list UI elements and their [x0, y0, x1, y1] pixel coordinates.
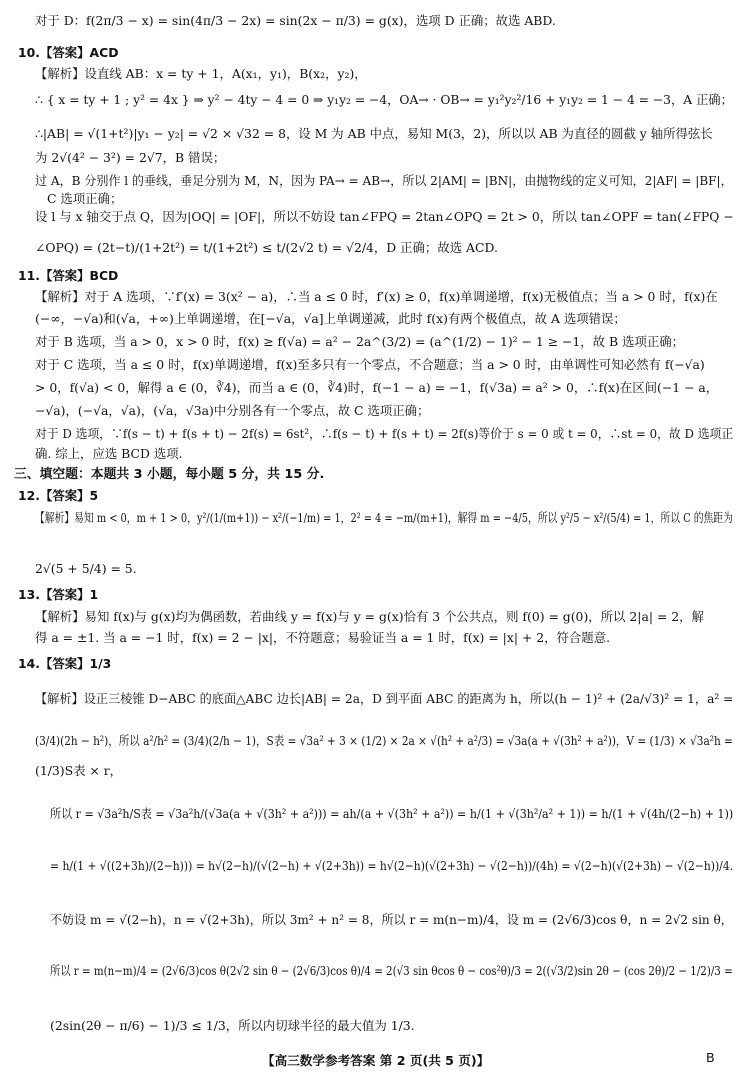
footer-page-info: 【高三数学参考答案 第 2 页(共 5 页)】	[262, 1053, 490, 1068]
section-heading: 三、填空题：本题共 3 小题，每小题 5 分，共 15 分.	[14, 467, 325, 482]
text-line: 不妨设 m = √(2−h)，n = √(2+3h)，所以 3m² + n² = 8，所以 r = m(n−m)/4，设 m = (2√6/3)cos θ，n = 2√2 sin θ，	[50, 912, 733, 927]
text-line: 【解析】对于 A 选项，∵f′(x) = 3(x² − a)，∴当 a ≤ 0 时，f′(x) ≥ 0，f(x)单调递增，f(x)无极值点；当 a > 0 时，f(x)在	[35, 289, 718, 304]
text-line: 对于 D 选项，∵f(s − t) + f(s + t) − 2f(s) = 6st²，∴f(s − t) + f(s + t) = 2f(s)等价于 s = 0 或 t = 0，∴st = 0，故 D 选项正	[35, 426, 734, 441]
text-line: C 选项正确；	[47, 191, 123, 206]
text-line: (2sin(2θ − π/6) − 1)/3 ≤ 1/3，所以内切球半径的最大值为 1/3.	[50, 1018, 415, 1033]
text-line: 2√(5 + 5/4) = 5.	[35, 561, 137, 576]
answer-heading-line: 10.【答案】ACD	[18, 45, 119, 60]
text-line: (3/4)(2h − h²)，所以 a²/h² = (3/4)(2/h − 1)，S表 = √3a² + 3 × (1/2) × 2a × √(h² + a²/3) = √3a(a + √(3h² + a²))，V = (1/3) × √3a²h =	[35, 733, 733, 748]
text-line: 对于 D：f(2π/3 − x) = sin(4π/3 − 2x) = sin(2x − π/3) = g(x)，选项 D 正确；故选 ABD.	[35, 13, 556, 28]
text-line: ∴|AB| = √(1+t²)|y₁ − y₂| = √2 × √32 = 8，设 M 为 AB 中点，易知 M(3，2)，所以以 AB 为直径的圆截 y 轴所得弦长	[35, 126, 713, 141]
text-line: 【解析】设正三棱锥 D−ABC 的底面△ABC 边长|AB| = 2a，D 到平面 ABC 的距离为 h，所以(h − 1)² + (2a/√3)² = 1，a² =	[35, 691, 734, 706]
text-line: 设 l 与 x 轴交于点 Q，因为|OQ| = |OF|，所以不妨设 tan∠FPQ = 2tan∠OPQ = 2t > 0，所以 tan∠OPF = tan(∠FPQ −	[35, 209, 734, 224]
text-line: 【解析】易知 m < 0，m + 1 > 0，y²/(1/(m+1)) − x²/(−1/m) = 1，2² = 4 = −m/(m+1)，解得 m = −4/5，所以 y²/5 − x²/(5/4) = 1，所以 C 的焦距为	[35, 510, 733, 525]
text-line: ∴ { x = ty + 1 ; y² = 4x } ⇒ y² − 4ty − 4 = 0 ⇒ y₁y₂ = −4，OA→ · OB→ = y₁²y₂²/16 + y₁y₂ = 1 − 4 = −3，A 正确；	[35, 92, 733, 107]
text-line: > 0，f(√a) < 0，解得 a ∈ (0，∛4)，而当 a ∈ (0，∛4)时，f(−1 − a) = −1，f(√3a) = a² > 0，∴f(x)在区间(−1 − a，	[35, 380, 719, 395]
answer-heading-line: 12.【答案】5	[18, 488, 99, 503]
text-line: ∠OPQ) = (2t−t)/(1+2t²) = t/(1+2t²) ≤ t/(2√2 t) = √2/4，D 正确；故选 ACD.	[35, 240, 498, 255]
text-line: 【解析】易知 f(x)与 g(x)均为偶函数，若曲线 y = f(x)与 y = g(x)恰有 3 个公共点，则 f(0) = g(0)，所以 2|a| = 2，解	[35, 609, 704, 624]
text-line: −√a)，(−√a，√a)，(√a，√3a)中分别各有一个零点，故 C 选项正确；	[35, 403, 430, 418]
text-line: (−∞，−√a)和(√a，+∞)上单调递增，在[−√a，√a]上单调递减，此时 f(x)有两个极值点，故 A 选项错误；	[35, 311, 626, 326]
answer-heading-line: 14.【答案】1/3	[18, 656, 112, 671]
text-line: 所以 r = m(n−m)/4 = (2√6/3)cos θ(2√2 sin θ − (2√6/3)cos θ)/4 = 2(√3 sin θcos θ − cos²θ)/3 = 2((√3/2)sin 2θ − (cos 2θ)/2 − 1/2)/3 =	[50, 963, 733, 978]
text-line: 过 A，B 分别作 l 的垂线，垂足分别为 M，N，因为 PA→ = AB→，所以 2|AM| = |BN|，由抛物线的定义可知，2|AF| = |BF|，	[35, 173, 733, 188]
text-line: 为 2√(4² − 3²) = 2√7，B 错误；	[35, 150, 226, 165]
text-line: (1/3)S表 × r，	[35, 763, 123, 778]
answer-heading-line: 11.【答案】BCD	[18, 268, 119, 283]
answer-heading-line: 13.【答案】1	[18, 587, 99, 602]
text-line: 确. 综上，应选 BCD 选项.	[35, 446, 183, 461]
text-line: 所以 r = √3a²h/S表 = √3a²h/(√3a(a + √(3h² + a²))) = ah/(a + √(3h² + a²)) = h/(1 + √(3h²/a² + 1)) = h/(1 + √(4h/(2−h) + 1))	[50, 806, 734, 821]
text-line: = h/(1 + √((2+3h)/(2−h))) = h√(2−h)/(√(2−h) + √(2+3h)) = h√(2−h)(√(2+3h) − √(2−h))/(4h) = √(2−h)(√(2+3h) − √(2−h))/4.	[50, 858, 734, 873]
text-line: 对于 B 选项，当 a > 0，x > 0 时，f(x) ≥ f(√a) = a² − 2a^(3/2) = (a^(1/2) − 1)² − 1 ≥ −1，故 B 选项正确；	[35, 334, 685, 349]
text-line: 对于 C 选项，当 a ≤ 0 时，f(x)单调递增，f(x)至多只有一个零点，不合题意；当 a > 0 时，由单调性可知必然有 f(−√a)	[35, 357, 705, 372]
footer-version: B	[706, 1050, 715, 1065]
text-line: 得 a = ±1. 当 a = −1 时，f(x) = 2 − |x|，不符题意；易验证当 a = 1 时，f(x) = |x| + 2，符合题意.	[35, 630, 611, 645]
text-line: 【解析】设直线 AB：x = ty + 1，A(x₁，y₁)，B(x₂，y₂)，	[35, 66, 367, 81]
